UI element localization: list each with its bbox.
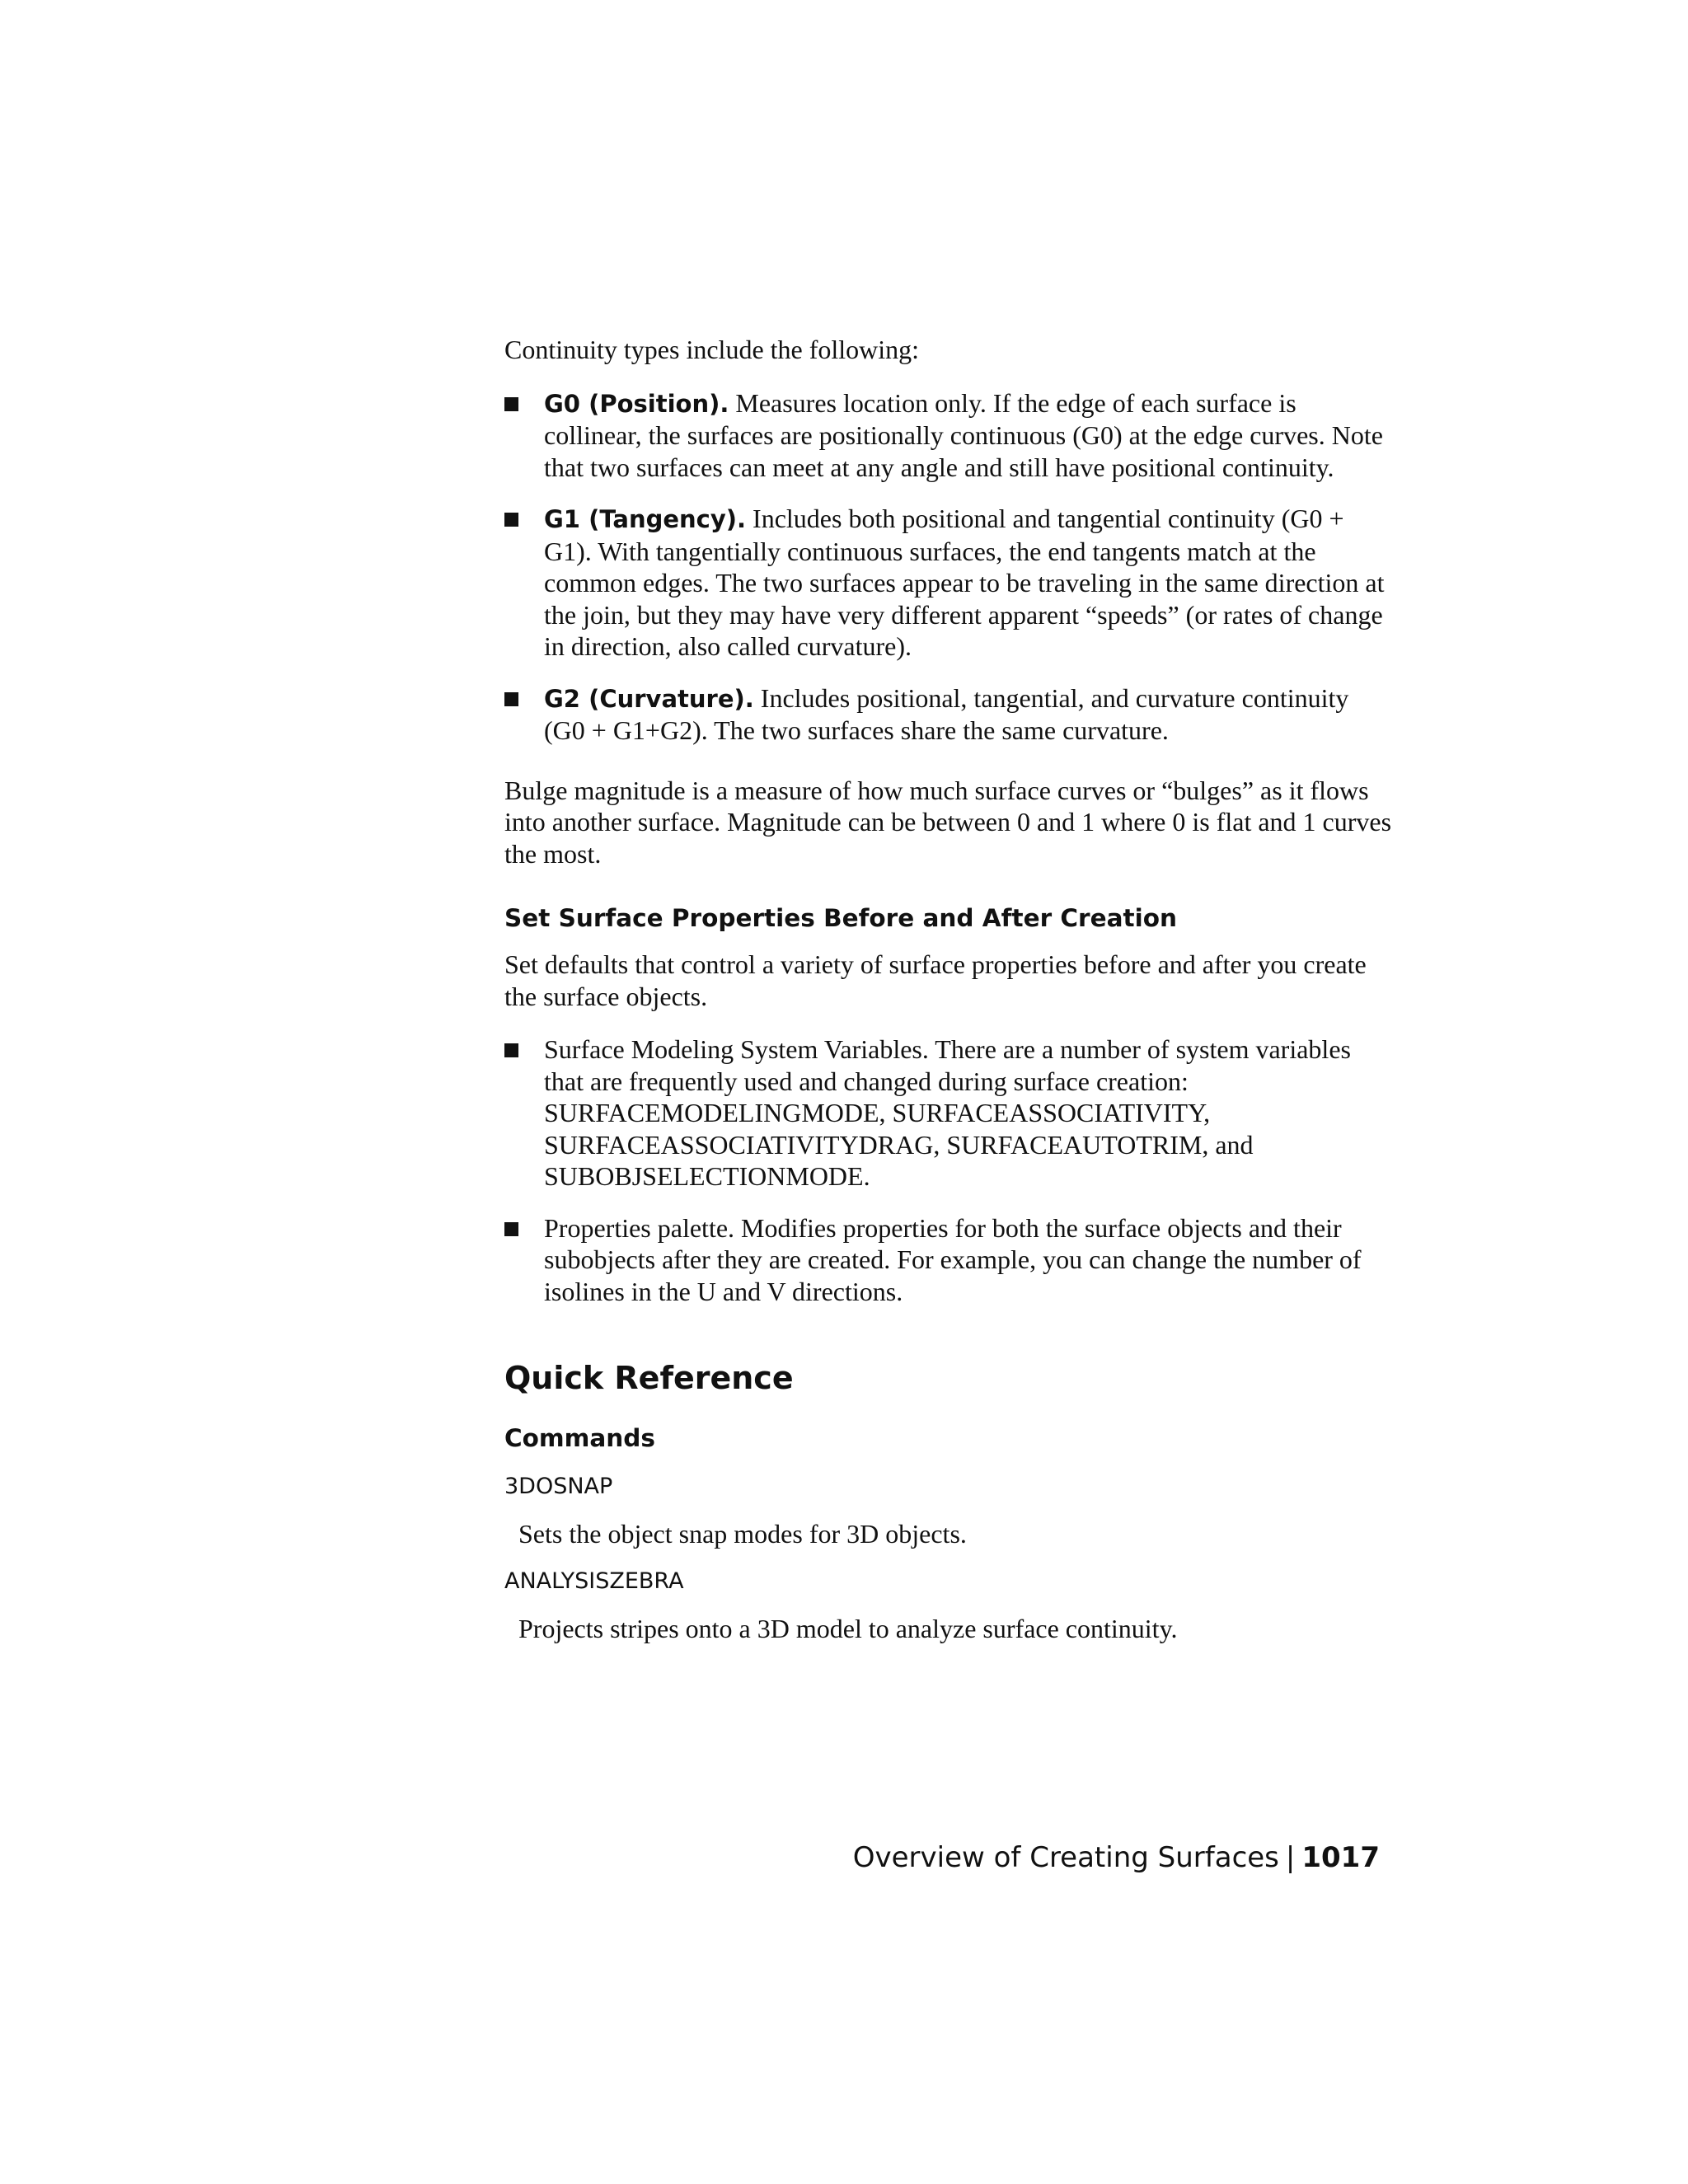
term-description: Measures location only. If the edge of each surface is collinear, the surfaces are positionally continuous (G0) at the edge curves. Note that two surfaces can meet at any angle and still have positional continuity. [544, 387, 1383, 482]
quick-reference-heading: Quick Reference [504, 1360, 794, 1396]
list-item-text: Properties palette. Modifies properties for both the surface objects and their subobjects after they are created. For example, you can change the number of isolines in the U and V directions. [544, 1212, 1362, 1306]
term-description: Includes both positional and tangential continuity (G0 + G1). With tangentially continuous surfaces, the end tangents match at the common edges. The two surfaces appear to be traveling in the same direction at the join, but they may have very different apparent “speeds” (or rates of change in direction, also called curvature). [544, 504, 1385, 661]
list-item-text: Surface Modeling System Variables. There are a number of system variables that are frequently used and changed during surface creation: SURFACEMODELINGMODE, SURFACEASSOCIATIVITY, SURFACEASSOCIATIVITYDRAG, SURFACEAUTOTRIM, and SUBOBJSELECTIONMODE. [544, 1034, 1351, 1191]
surface-properties-list [504, 1033, 1395, 1307]
continuity-intro: Continuity types include the following: [504, 335, 920, 364]
list-item [504, 682, 1395, 747]
page-footer [853, 1840, 1380, 1876]
page-number: 1017 [1301, 1841, 1380, 1874]
section-heading: Set Surface Properties Before and After Creation [504, 904, 1177, 932]
square-bullet-icon [504, 513, 518, 527]
command-description: Projects stripes onto a 3D model to analyze surface continuity. [518, 1613, 1178, 1643]
list-item [504, 1033, 1395, 1193]
command-name: 3DOSNAP [504, 1474, 613, 1499]
continuity-types-list [504, 387, 1395, 747]
footer-separator: | [1285, 1841, 1296, 1874]
term-label: G1 (Tangency). [544, 505, 747, 533]
list-item [504, 503, 1395, 663]
square-bullet-icon [504, 1222, 518, 1236]
commands-heading: Commands [504, 1424, 655, 1452]
footer-section-title: Overview of Creating Surfaces [852, 1841, 1279, 1874]
section-intro: Set defaults that control a variety of surface properties before and after you create the surface objects. [504, 949, 1367, 1011]
bulge-paragraph: Bulge magnitude is a measure of how much surface curves or “bulges” as it flows into another surface. Magnitude can be between 0 and 1 where 0 is flat and 1 curves the most. [504, 775, 1392, 869]
command-description: Sets the object snap modes for 3D objects. [518, 1519, 967, 1549]
term-description: Includes positional, tangential, and curvature continuity (G0 + G1+G2). The two surfaces share the same curvature. [544, 682, 1349, 745]
list-item [504, 1212, 1395, 1308]
list-item [504, 387, 1395, 484]
square-bullet-icon [504, 692, 518, 706]
term-label: G2 (Curvature). [544, 684, 754, 713]
page-content [504, 334, 1395, 1661]
square-bullet-icon [504, 397, 518, 411]
square-bullet-icon [504, 1043, 518, 1057]
command-name: ANALYSISZEBRA [504, 1568, 684, 1594]
term-label: G0 (Position). [544, 389, 729, 418]
